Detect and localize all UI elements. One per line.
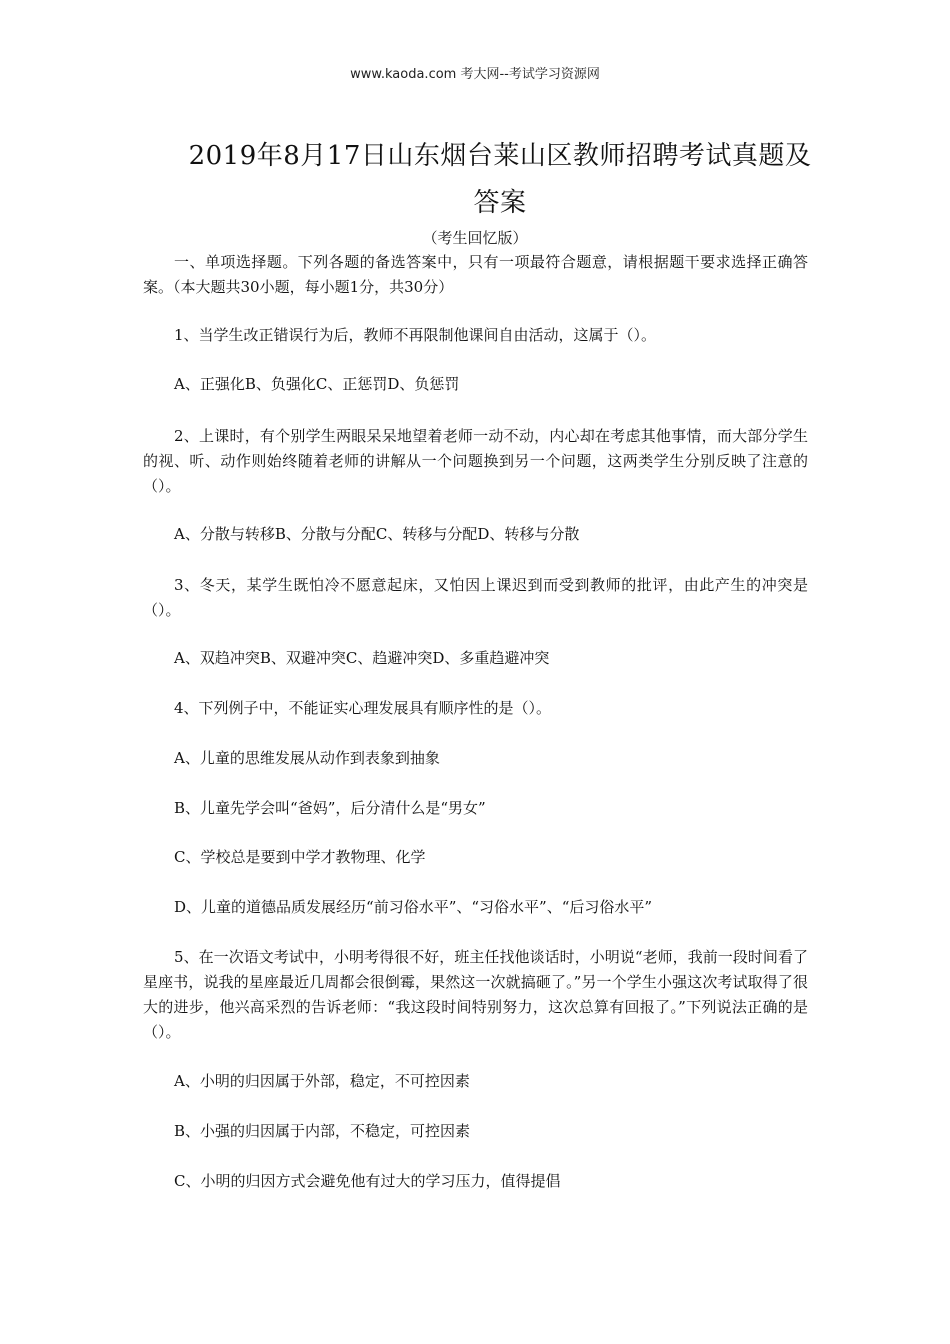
question-4-option-a: A、儿童的思维发展从动作到表象到抽象 xyxy=(174,749,440,767)
document-title-line1: 2019年8月17日山东烟台莱山区教师招聘考试真题及 xyxy=(188,141,812,171)
question-4-option-d: D、儿童的道德品质发展经历“前习俗水平”、“习俗水平”、“后习俗水平” xyxy=(174,898,653,916)
question-1-options: A、正强化B、负强化C、正惩罚D、负惩罚 xyxy=(174,375,460,393)
question-5-option-a: A、小明的归因属于外部，稳定，不可控因素 xyxy=(174,1072,470,1090)
document-title-line2: 答案 xyxy=(473,188,527,218)
question-4-stem: 4、下列例子中，不能证实心理发展具有顺序性的是（）。 xyxy=(174,699,552,717)
question-4-option-b: B、儿童先学会叫“爸妈”，后分清什么是“男女” xyxy=(174,799,486,817)
question-5-option-b: B、小强的归因属于内部，不稳定，可控因素 xyxy=(174,1122,471,1140)
question-5-stem: 5、在一次语文考试中，小明考得很不好，班主任找他谈话时，小明说“老师，我前一段时间看了星座书，说我的星座最近几周都会很倒霉，果然这一次就搞砸了。”另一个学生小强这次考试取得了很大的进步，他兴高采烈的告诉老师：“我这段时间特别努力，这次总算有回报了。”下列说法正确的是（）。 xyxy=(143,948,808,1041)
question-2-stem: 2、上课时，有个别学生两眼呆呆地望着老师一动不动，内心却在考虑其他事情，而大部分学生的视、听、动作则始终随着老师的讲解从一个问题换到另一个问题，这两类学生分别反映了注意的（）。 xyxy=(143,427,808,495)
question-1-stem: 1、当学生改正错误行为后，教师不再限制他课间自由活动，这属于（）。 xyxy=(174,326,657,344)
question-3-stem: 3、冬天，某学生既怕冷不愿意起床，又怕因上课迟到而受到教师的批评，由此产生的冲突是（）。 xyxy=(143,576,808,619)
document-subtitle: （考生回忆版） xyxy=(422,229,528,247)
question-3-options: A、双趋冲突B、双避冲突C、趋避冲突D、多重趋避冲突 xyxy=(174,649,550,667)
question-2-options: A、分散与转移B、分散与分配C、转移与分配D、转移与分散 xyxy=(174,525,580,543)
site-header: www.kaoda.com 考大网--考试学习资源网 xyxy=(350,67,600,82)
question-5-option-c: C、小明的归因方式会避免他有过大的学习压力，值得提倡 xyxy=(174,1172,561,1190)
section-intro: 一、单项选择题。下列各题的备选答案中，只有一项最符合题意，请根据题干要求选择正确答案。（本大题共30小题，每小题1分，共30分） xyxy=(143,253,808,296)
question-4-option-c: C、学校总是要到中学才教物理、化学 xyxy=(174,848,426,866)
